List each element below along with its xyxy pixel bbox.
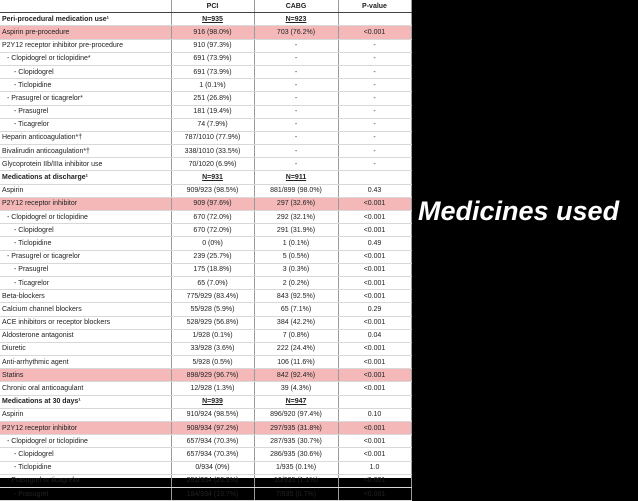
- cabg-value-cell: 5 (0.5%): [254, 250, 338, 263]
- cabg-value-cell: N=947: [254, 395, 338, 408]
- table-row: [0, 158, 411, 171]
- table-row: [0, 65, 411, 78]
- cabg-value-cell: -: [254, 145, 338, 158]
- table-row: [0, 422, 411, 435]
- cabg-value-cell: 39 (4.3%): [254, 382, 338, 395]
- pci-value-cell: 657/934 (70.3%): [171, 435, 254, 448]
- p-value-cell: <0.001: [338, 487, 411, 500]
- cabg-value-cell: 286/935 (30.6%): [254, 448, 338, 461]
- cabg-value-cell: N=911: [254, 171, 338, 184]
- p-value-cell: <0.001: [338, 197, 411, 210]
- p-value-cell: <0.001: [338, 276, 411, 289]
- row-label-cell: - Clopidogrel or ticlopidine: [0, 211, 171, 224]
- section-header-row: [0, 13, 411, 26]
- row-label-cell: - Prasugrel: [0, 487, 171, 500]
- row-label-cell: Peri-procedural medication use¹: [0, 13, 171, 26]
- row-label-cell: Beta-blockers: [0, 290, 171, 303]
- p-value-cell: -: [338, 79, 411, 92]
- p-value-cell: [338, 13, 411, 26]
- table-row: [0, 79, 411, 92]
- p-value-cell: <0.001: [338, 250, 411, 263]
- row-label-cell: Medications at discharge¹: [0, 171, 171, 184]
- table-row: [0, 276, 411, 289]
- table-row: [0, 92, 411, 105]
- column-header-cabg: CABG: [254, 0, 338, 13]
- pci-value-cell: 916 (98.0%): [171, 26, 254, 39]
- pci-value-cell: 787/1010 (77.9%): [171, 131, 254, 144]
- p-value-cell: <0.001: [338, 342, 411, 355]
- cabg-value-cell: 703 (76.2%): [254, 26, 338, 39]
- cabg-value-cell: 7/935 (0.7%): [254, 487, 338, 500]
- cabg-value-cell: 10/935 (1.1%): [254, 474, 338, 487]
- pci-value-cell: 5/928 (0.5%): [171, 356, 254, 369]
- pci-value-cell: 1 (0.1%): [171, 79, 254, 92]
- pci-value-cell: N=931: [171, 171, 254, 184]
- p-value-cell: <0.001: [338, 211, 411, 224]
- row-label-cell: - Ticagrelor: [0, 118, 171, 131]
- cabg-value-cell: 2 (0.2%): [254, 276, 338, 289]
- cabg-value-cell: 3 (0.3%): [254, 263, 338, 276]
- pci-value-cell: 181 (19.4%): [171, 105, 254, 118]
- cabg-value-cell: 1 (0.1%): [254, 237, 338, 250]
- row-label-cell: Heparin anticoagulation*†: [0, 131, 171, 144]
- table-row: [0, 342, 411, 355]
- cabg-value-cell: -: [254, 39, 338, 52]
- pci-value-cell: 1/928 (0.1%): [171, 329, 254, 342]
- row-label-cell: Aspirin: [0, 184, 171, 197]
- p-value-cell: <0.001: [338, 290, 411, 303]
- pci-value-cell: 338/1010 (33.5%): [171, 145, 254, 158]
- p-value-cell: <0.001: [338, 263, 411, 276]
- cabg-value-cell: 896/920 (97.4%): [254, 408, 338, 421]
- pci-value-cell: 528/929 (56.8%): [171, 316, 254, 329]
- cabg-value-cell: 843 (92.5%): [254, 290, 338, 303]
- row-label-cell: Calcium channel blockers: [0, 303, 171, 316]
- p-value-cell: -: [338, 118, 411, 131]
- cabg-value-cell: -: [254, 158, 338, 171]
- column-header-pci: PCI: [171, 0, 254, 13]
- section-header-row: [0, 171, 411, 184]
- cabg-value-cell: 291 (31.9%): [254, 224, 338, 237]
- pci-value-cell: 251 (26.8%): [171, 92, 254, 105]
- slide-caption: Medicines used: [418, 196, 620, 226]
- table-row: [0, 211, 411, 224]
- cabg-value-cell: -: [254, 131, 338, 144]
- p-value-cell: <0.001: [338, 369, 411, 382]
- pci-value-cell: 239 (25.7%): [171, 250, 254, 263]
- row-label-cell: - Prasugrel: [0, 263, 171, 276]
- row-label-cell: - Ticlopidine: [0, 237, 171, 250]
- row-label-cell: - Clopidogrel: [0, 65, 171, 78]
- table-row: [0, 26, 411, 39]
- p-value-cell: 0.04: [338, 329, 411, 342]
- row-label-cell: Anti-arrhythmic agent: [0, 356, 171, 369]
- cabg-value-cell: -: [254, 65, 338, 78]
- row-label-cell: P2Y12 receptor inhibitor: [0, 422, 171, 435]
- cabg-value-cell: 1/935 (0.1%): [254, 461, 338, 474]
- table-row: [0, 382, 411, 395]
- cabg-value-cell: 297/935 (31.8%): [254, 422, 338, 435]
- cabg-value-cell: 842 (92.4%): [254, 369, 338, 382]
- cabg-value-cell: 222 (24.4%): [254, 342, 338, 355]
- cabg-value-cell: -: [254, 118, 338, 131]
- p-value-cell: -: [338, 39, 411, 52]
- pci-value-cell: 775/929 (83.4%): [171, 290, 254, 303]
- pci-value-cell: 691 (73.9%): [171, 52, 254, 65]
- p-value-cell: -: [338, 131, 411, 144]
- pci-value-cell: 0/934 (0%): [171, 461, 254, 474]
- table-row: [0, 474, 411, 487]
- column-header-label: [0, 0, 171, 13]
- row-label-cell: - Clopidogrel or ticlopidine: [0, 435, 171, 448]
- p-value-cell: -: [338, 65, 411, 78]
- p-value-cell: <0.001: [338, 435, 411, 448]
- p-value-cell: <0.001: [338, 224, 411, 237]
- cabg-value-cell: 106 (11.6%): [254, 356, 338, 369]
- p-value-cell: [338, 395, 411, 408]
- p-value-cell: 1.0: [338, 461, 411, 474]
- table-header-row: [0, 0, 411, 13]
- cabg-value-cell: 287/935 (30.7%): [254, 435, 338, 448]
- pci-value-cell: 0 (0%): [171, 237, 254, 250]
- table-row: [0, 290, 411, 303]
- p-value-cell: -: [338, 92, 411, 105]
- p-value-cell: 0.49: [338, 237, 411, 250]
- table-row: [0, 329, 411, 342]
- p-value-cell: -: [338, 158, 411, 171]
- cabg-value-cell: -: [254, 79, 338, 92]
- table-row: [0, 435, 411, 448]
- pci-value-cell: 910 (97.3%): [171, 39, 254, 52]
- pci-value-cell: 251/934 (26.9%): [171, 474, 254, 487]
- row-label-cell: - Ticlopidine: [0, 461, 171, 474]
- cabg-value-cell: 65 (7.1%): [254, 303, 338, 316]
- pci-value-cell: 65 (7.0%): [171, 276, 254, 289]
- table-row: [0, 131, 411, 144]
- pci-value-cell: 898/929 (96.7%): [171, 369, 254, 382]
- pci-value-cell: 910/924 (98.5%): [171, 408, 254, 421]
- row-label-cell: - Clopidogrel: [0, 224, 171, 237]
- table-row: [0, 369, 411, 382]
- pci-value-cell: N=935: [171, 13, 254, 26]
- cabg-value-cell: -: [254, 105, 338, 118]
- row-label-cell: ACE inhibitors or receptor blockers: [0, 316, 171, 329]
- pci-value-cell: 175 (18.8%): [171, 263, 254, 276]
- p-value-cell: <0.001: [338, 382, 411, 395]
- row-label-cell: Diuretic: [0, 342, 171, 355]
- table-row: [0, 263, 411, 276]
- p-value-cell: 0.10: [338, 408, 411, 421]
- row-label-cell: - Clopidogrel or ticlopidine*: [0, 52, 171, 65]
- p-value-cell: 0.29: [338, 303, 411, 316]
- p-value-cell: <0.001: [338, 474, 411, 487]
- pci-value-cell: 691 (73.9%): [171, 65, 254, 78]
- p-value-cell: -: [338, 105, 411, 118]
- row-label-cell: - Ticlopidine: [0, 79, 171, 92]
- table-row: [0, 237, 411, 250]
- pci-value-cell: 70/1020 (6.9%): [171, 158, 254, 171]
- table-row: [0, 250, 411, 263]
- p-value-cell: <0.001: [338, 448, 411, 461]
- row-label-cell: Glycoprotein IIb/IIIa inhibitor use: [0, 158, 171, 171]
- pci-value-cell: 184/934 (19.7%): [171, 487, 254, 500]
- table-row: [0, 356, 411, 369]
- row-label-cell: - Ticagrelor: [0, 276, 171, 289]
- table-row: [0, 145, 411, 158]
- cabg-value-cell: N=923: [254, 13, 338, 26]
- section-header-row: [0, 395, 411, 408]
- pci-value-cell: N=939: [171, 395, 254, 408]
- cabg-value-cell: 881/899 (98.0%): [254, 184, 338, 197]
- table-row: [0, 118, 411, 131]
- table-row: [0, 448, 411, 461]
- cabg-value-cell: -: [254, 52, 338, 65]
- row-label-cell: Aspirin pre-procedure: [0, 26, 171, 39]
- pci-value-cell: 670 (72.0%): [171, 211, 254, 224]
- row-label-cell: Aspirin: [0, 408, 171, 421]
- pci-value-cell: 55/928 (5.9%): [171, 303, 254, 316]
- p-value-cell: <0.001: [338, 356, 411, 369]
- table-row: [0, 105, 411, 118]
- pci-value-cell: 909/923 (98.5%): [171, 184, 254, 197]
- cabg-value-cell: 384 (42.2%): [254, 316, 338, 329]
- row-label-cell: Statins: [0, 369, 171, 382]
- table-row: [0, 52, 411, 65]
- row-label-cell: - Prasugrel or ticagrelor*: [0, 92, 171, 105]
- table-row: [0, 184, 411, 197]
- table-row: [0, 224, 411, 237]
- row-label-cell: P2Y12 receptor inhibitor: [0, 197, 171, 210]
- table-row: [0, 197, 411, 210]
- table-row: [0, 408, 411, 421]
- cabg-value-cell: 292 (32.1%): [254, 211, 338, 224]
- pci-value-cell: 909 (97.6%): [171, 197, 254, 210]
- table-row: [0, 39, 411, 52]
- table-row: [0, 461, 411, 474]
- pci-value-cell: 657/934 (70.3%): [171, 448, 254, 461]
- row-label-cell: P2Y12 receptor inhibitor pre-procedure: [0, 39, 171, 52]
- table-row: [0, 487, 411, 500]
- pci-value-cell: 74 (7.9%): [171, 118, 254, 131]
- p-value-cell: -: [338, 145, 411, 158]
- column-header-p-value: P-value: [338, 0, 411, 13]
- pci-value-cell: 33/928 (3.6%): [171, 342, 254, 355]
- table-body: [0, 13, 411, 501]
- cabg-value-cell: -: [254, 92, 338, 105]
- pci-value-cell: 670 (72.0%): [171, 224, 254, 237]
- p-value-cell: -: [338, 52, 411, 65]
- pci-value-cell: 908/934 (97.2%): [171, 422, 254, 435]
- p-value-cell: <0.001: [338, 26, 411, 39]
- row-label-cell: - Prasugrel: [0, 105, 171, 118]
- table-row: [0, 316, 411, 329]
- p-value-cell: <0.001: [338, 422, 411, 435]
- pci-value-cell: 12/928 (1.3%): [171, 382, 254, 395]
- p-value-cell: [338, 171, 411, 184]
- table-row: [0, 303, 411, 316]
- row-label-cell: Medications at 30 days¹: [0, 395, 171, 408]
- row-label-cell: - Prasugrel or ticagrelor: [0, 474, 171, 487]
- row-label-cell: Aldosterone antagonist: [0, 329, 171, 342]
- row-label-cell: - Prasugrel or ticagrelor: [0, 250, 171, 263]
- row-label-cell: Bivalirudin anticoagulation*†: [0, 145, 171, 158]
- cabg-value-cell: 297 (32.6%): [254, 197, 338, 210]
- cabg-value-cell: 7 (0.8%): [254, 329, 338, 342]
- row-label-cell: - Clopidogrel: [0, 448, 171, 461]
- row-label-cell: Chronic oral anticoagulant: [0, 382, 171, 395]
- p-value-cell: <0.001: [338, 316, 411, 329]
- p-value-cell: 0.43: [338, 184, 411, 197]
